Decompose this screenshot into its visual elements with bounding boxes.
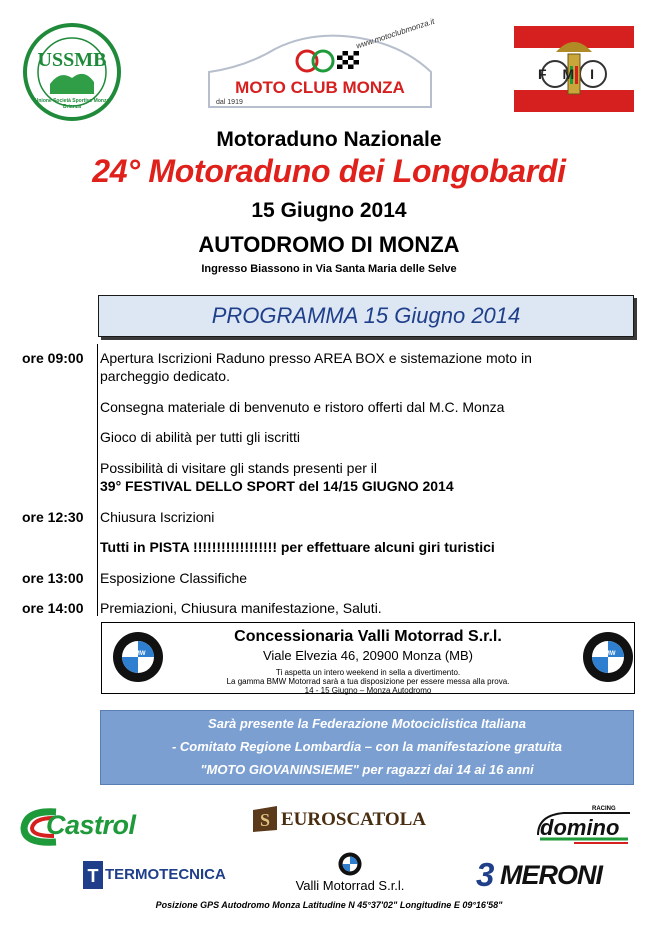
moto-club-name: MOTO CLUB MONZA: [235, 78, 405, 97]
fmi-logo-text: FMI: [537, 66, 611, 82]
euroscatola-logo: EUROSCATOLA: [281, 809, 426, 830]
valli-sponsor: Valli Motorrad S.r.l.: [295, 878, 405, 893]
schedule-line-pista: Tutti in PISTA !!!!!!!!!!!!!!!!!! per effettuare alcuni giri turistici: [100, 539, 495, 555]
bmw-logo-left-text: BMW: [130, 651, 146, 657]
schedule-line: Possibilità di visitare gli stands presenti per il: [100, 460, 378, 476]
programma-title: PROGRAMMA 15 Giugno 2014: [211, 303, 521, 328]
dealer-note: La gamma BMW Motorrad sarà a tua disposizione per essere messa alla prova.: [226, 677, 510, 686]
fmi-line: - Comitato Regione Lombardia – con la manifestazione gratuita: [171, 739, 563, 754]
termotecnica-mark: [82, 860, 104, 890]
dealer-note: Ti aspetta un intero weekend in sella a divertimento.: [275, 668, 461, 677]
schedule-line: Apertura Iscrizioni Raduno presso AREA BOX e sistemazione moto in: [100, 350, 532, 366]
schedule-line: parcheggio dedicato.: [100, 368, 230, 384]
euroscatola-mark: [251, 804, 279, 834]
schedule-line: Esposizione Classifiche: [100, 570, 248, 586]
time-1230: ore 12:30: [22, 509, 84, 525]
title-ingresso: Ingresso Biassono in Via Santa Maria delle Selve: [201, 263, 457, 275]
dealer-name: Concessionaria Valli Motorrad S.r.l.: [234, 628, 502, 645]
meroni-mark: 3: [476, 856, 493, 893]
gps-footer: Posizione GPS Autodromo Monza Latitudine N 45°37'02" Longitudine E 09°16'58": [155, 900, 503, 910]
meroni-logo: MERONI: [500, 860, 602, 890]
time-1300: ore 13:00: [22, 570, 84, 586]
dealer-note: 14 - 15 Giugno – Monza Autodromo: [304, 686, 432, 695]
title-date: 15 Giugno 2014: [251, 199, 407, 222]
title-longobardi: 24° Motoraduno dei Longobardi: [92, 153, 566, 189]
castrol-logo: Castrol: [46, 810, 136, 840]
bmw-logo-right-text: BMW: [600, 651, 616, 657]
moto-club-since: dal 1919: [216, 99, 243, 106]
ussmb-logo-text: Unione Società Sportive Monza Brianza: [34, 98, 110, 110]
moto-club-url: www.motoclubmonza.it: [355, 16, 436, 51]
dealer-address: Viale Elvezia 46, 20900 Monza (MB): [262, 648, 474, 663]
schedule-line: Chiusura Iscrizioni: [100, 509, 215, 525]
programma-banner: [98, 295, 634, 337]
schedule-line: Gioco di abilità per tutti gli iscritti: [100, 429, 300, 445]
svg-text:S: S: [259, 810, 271, 830]
fmi-line: Sarà presente la Federazione Motociclistica Italiana: [208, 716, 526, 731]
domino-small: RACING: [592, 806, 616, 812]
time-0900: ore 09:00: [22, 350, 84, 366]
svg-text:T: T: [87, 866, 99, 886]
domino-logo: domino: [540, 815, 620, 840]
schedule-line: Consegna materiale di benvenuto e ristoro offerti dal M.C. Monza: [100, 399, 505, 415]
title-nazionale: Motoraduno Nazionale: [216, 128, 442, 151]
svg-text:USSMB: USSMB: [37, 49, 107, 71]
schedule-divider: [97, 344, 98, 616]
schedule-line: Premiazioni, Chiusura manifestazione, Saluti.: [100, 600, 382, 616]
termotecnica-logo: TERMOTECNICA: [105, 866, 226, 883]
bmw-logo-sponsor: [338, 852, 362, 876]
fmi-line: "MOTO GIOVANINSIEME" per ragazzi dai 14 ai 16 anni: [200, 762, 534, 777]
schedule-line-festival: 39° FESTIVAL DELLO SPORT del 14/15 GIUGNO 2014: [100, 478, 454, 494]
time-1400: ore 14:00: [22, 600, 84, 616]
title-autodromo: AUTODROMO DI MONZA: [198, 232, 460, 257]
